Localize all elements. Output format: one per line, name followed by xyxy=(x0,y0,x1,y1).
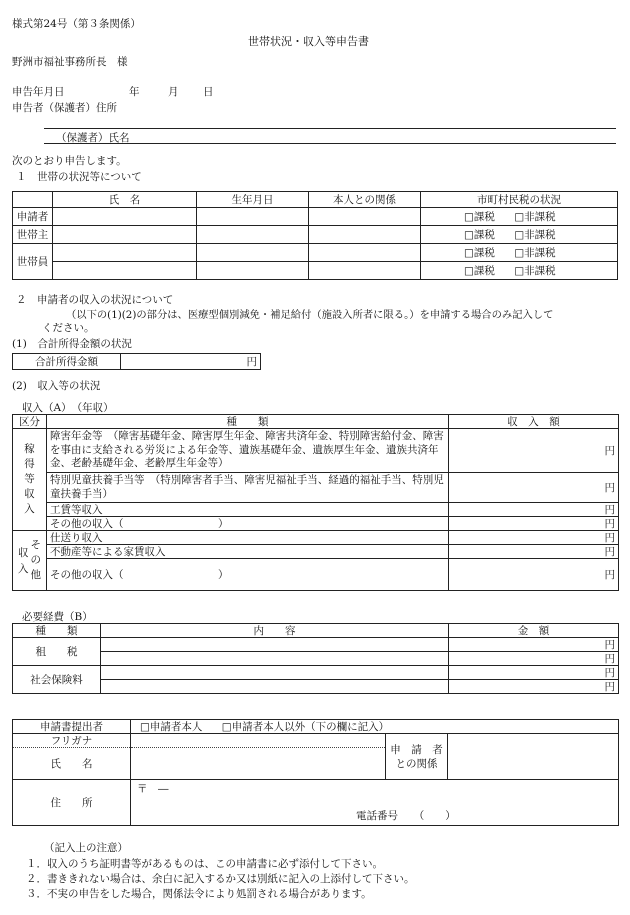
self-checkbox[interactable]: □申請者本人 xyxy=(140,720,203,733)
furigana-field[interactable] xyxy=(131,734,386,748)
sub1-title: (1) 合計所得金額の状況 xyxy=(12,338,132,350)
notes-title: （記入上の注意） xyxy=(44,842,128,854)
submitter-name-label: 氏 名 xyxy=(13,748,131,780)
relation-label xyxy=(386,734,448,780)
earned-char: 入 xyxy=(24,503,35,515)
yen-unit: 円 xyxy=(604,652,615,665)
income-table xyxy=(12,414,619,591)
head-name-cell[interactable] xyxy=(53,226,197,244)
relation-label-line2: との関係 xyxy=(395,757,438,770)
form-number: 様式第24号（第３条関係） xyxy=(12,18,141,30)
submitter-options xyxy=(131,720,619,734)
other-char: 他 xyxy=(30,569,41,581)
row-label-member: 世帯員 xyxy=(13,244,53,280)
sub2-title: (2) 収入等の状況 xyxy=(12,380,101,392)
member1-name-cell[interactable] xyxy=(53,244,197,262)
nontax-checkbox[interactable]: □非課税 xyxy=(514,264,556,277)
nontax-checkbox[interactable]: □非課税 xyxy=(514,246,556,259)
head-birth-cell[interactable] xyxy=(197,226,309,244)
amount-rent-income[interactable] xyxy=(449,545,619,559)
item-allowance: 仕送り収入 xyxy=(47,531,449,545)
submitter-table xyxy=(12,719,619,826)
postal-mark: 〒 ― xyxy=(137,783,169,795)
item-other-income: その他の収入（ ） xyxy=(47,559,449,591)
expense-tax-amount-2[interactable] xyxy=(449,652,619,666)
yen-unit: 円 xyxy=(604,517,615,530)
applicant-tax-cell xyxy=(421,208,618,226)
nontax-checkbox[interactable]: □非課税 xyxy=(514,228,556,241)
member2-tax-cell xyxy=(421,262,618,280)
yen-unit: 円 xyxy=(604,503,615,516)
expense-header-content: 内 容 xyxy=(101,624,449,638)
submitter-name-field[interactable] xyxy=(131,748,386,780)
expense-tax-label: 租 税 xyxy=(13,638,101,666)
amount-wage-income[interactable] xyxy=(449,503,619,517)
applicant-name-cell[interactable] xyxy=(53,208,197,226)
other-income-label xyxy=(13,531,47,591)
tax-checkbox[interactable]: □課税 xyxy=(464,228,495,241)
yen-unit: 円 xyxy=(604,481,615,494)
member1-tax-cell xyxy=(421,244,618,262)
date-label: 申告年月日 xyxy=(12,86,65,98)
earned-char: 稼 xyxy=(24,443,35,455)
expense-insurance-label: 社会保険料 xyxy=(13,666,101,694)
submitter-address-field[interactable] xyxy=(131,780,619,826)
section1-title: １ 世帯の状況等について xyxy=(16,171,142,183)
guardian-name-underline[interactable] xyxy=(44,143,616,144)
amount-other-earned[interactable] xyxy=(449,517,619,531)
note-item-1: １．収入のうち証明書等があるものは、この申請書に必ず添付して下さい。 xyxy=(26,858,383,870)
amount-other-income[interactable] xyxy=(449,559,619,591)
day-unit: 日 xyxy=(203,86,214,98)
expense-header-amount: 金 額 xyxy=(449,624,619,638)
note-item-2: ２．書ききれない場合は、余白に記入するか又は別紙に記入の上添付して下さい。 xyxy=(26,873,415,885)
expense-tax-content-1[interactable] xyxy=(101,638,449,652)
household-header-blank xyxy=(13,192,53,208)
amount-disability-pension[interactable] xyxy=(449,429,619,473)
income-header-amount: 収 入 額 xyxy=(449,415,619,429)
other-char: そ xyxy=(30,539,41,551)
head-tax-cell xyxy=(421,226,618,244)
yen-unit: 円 xyxy=(604,680,615,693)
tax-checkbox[interactable]: □課税 xyxy=(464,246,495,259)
nontax-checkbox[interactable]: □非課税 xyxy=(514,210,556,223)
row-label-head: 世帯主 xyxy=(13,226,53,244)
other-prefix-char: 収 xyxy=(18,546,29,559)
section2-note-line1: （以下の(1)(2)の部分は、医療型個別減免・補足給付（施設入所者に限る。）を申請する場合のみ記入して xyxy=(66,309,554,321)
row-label-applicant: 申請者 xyxy=(13,208,53,226)
addressee: 野洲市福祉事務所長 様 xyxy=(12,56,128,68)
month-unit: 月 xyxy=(168,86,179,98)
expense-tax-amount-1[interactable] xyxy=(449,638,619,652)
total-income-label: 合計所得金額 xyxy=(13,354,121,370)
other-checkbox[interactable]: □申請者本人以外（下の欄に記入） xyxy=(221,720,390,733)
yen-unit: 円 xyxy=(604,568,615,581)
address-label: 申告者（保護者）住所 xyxy=(12,102,117,114)
other-prefix-char: 入 xyxy=(18,562,29,575)
amount-allowance[interactable] xyxy=(449,531,619,545)
expense-insurance-content-2[interactable] xyxy=(101,680,449,694)
member1-birth-cell[interactable] xyxy=(197,244,309,262)
item-disability-pension: 障害年金等 （障害基礎年金、障害厚生年金、障害共済年金、特別障害給付金、障害を事由に支給される労災による年金等、遺族基礎年金、遺族厚生年金、遺族共済年金、老齢基礎年金、老齢厚生年金等） xyxy=(47,429,449,473)
item-other-earned: その他の収入（ ） xyxy=(47,517,449,531)
member2-name-cell[interactable] xyxy=(53,262,197,280)
household-table xyxy=(12,191,618,280)
earned-char: 得 xyxy=(24,458,35,470)
income-header-kind: 種 類 xyxy=(47,415,449,429)
member2-relation-cell[interactable] xyxy=(309,262,421,280)
yen-unit: 円 xyxy=(604,638,615,651)
page-title: 世帯状況・収入等申告書 xyxy=(248,35,369,48)
income-header-kubun: 区分 xyxy=(13,415,47,429)
expense-table xyxy=(12,623,619,694)
yen-unit: 円 xyxy=(604,444,615,457)
expense-insurance-amount-2[interactable] xyxy=(449,680,619,694)
yen-unit: 円 xyxy=(604,666,615,679)
relation-field[interactable] xyxy=(448,734,619,780)
yen-unit: 円 xyxy=(604,531,615,544)
household-header-relation: 本人との関係 xyxy=(309,192,421,208)
total-income-amount[interactable] xyxy=(121,354,261,370)
household-header-tax: 市町村民税の状況 xyxy=(421,192,618,208)
expense-caption: 必要経費（B） xyxy=(22,611,93,623)
tax-checkbox[interactable]: □課税 xyxy=(464,264,495,277)
section2-note-line2: ください。 xyxy=(42,322,95,334)
income-caption: 収入（A） （年収） xyxy=(22,402,114,414)
earned-income-label xyxy=(13,429,47,531)
head-relation-cell[interactable] xyxy=(309,226,421,244)
item-rent-income: 不動産等による家賃収入 xyxy=(47,545,449,559)
item-child-allowance: 特別児童扶養手当等 （特別障害者手当、障害児福祉手当、経過的福祉手当、特別児童扶養手当） xyxy=(47,473,449,503)
item-wage-income: 工賃等収入 xyxy=(47,503,449,517)
furigana-label: フリガナ xyxy=(13,734,131,748)
household-header-birthdate: 生年月日 xyxy=(197,192,309,208)
phone-label: 電話番号 （ ） xyxy=(356,810,456,822)
earned-char: 等 xyxy=(24,473,35,485)
expense-tax-content-2[interactable] xyxy=(101,652,449,666)
intro-text: 次のとおり申告します。 xyxy=(12,155,127,167)
applicant-birth-cell[interactable] xyxy=(197,208,309,226)
submitter-label: 申請書提出者 xyxy=(13,720,131,734)
earned-char: 収 xyxy=(24,488,35,500)
household-header-name: 氏 名 xyxy=(53,192,197,208)
note-item-3: ３．不実の申告をした場合，関係法令により処罰される場合があります。 xyxy=(26,888,372,900)
total-income-table xyxy=(12,353,261,370)
tax-checkbox[interactable]: □課税 xyxy=(464,210,495,223)
yen-unit: 円 xyxy=(604,545,615,558)
section2-title: ２ 申請者の収入の状況について xyxy=(16,294,174,306)
other-char: の xyxy=(30,554,41,566)
expense-insurance-content-1[interactable] xyxy=(101,666,449,680)
yen-unit: 円 xyxy=(246,355,257,368)
address-underline[interactable] xyxy=(44,128,616,129)
member1-relation-cell[interactable] xyxy=(309,244,421,262)
expense-insurance-amount-1[interactable] xyxy=(449,666,619,680)
relation-label-line1: 申 請 者 xyxy=(390,743,443,756)
expense-header-kind: 種 類 xyxy=(13,624,101,638)
amount-child-allowance[interactable] xyxy=(449,473,619,503)
member2-birth-cell[interactable] xyxy=(197,262,309,280)
year-unit: 年 xyxy=(129,86,140,98)
submitter-address-label: 住 所 xyxy=(13,780,131,826)
guardian-name-label: （保護者）氏名 xyxy=(56,132,130,144)
applicant-relation-cell[interactable] xyxy=(309,208,421,226)
